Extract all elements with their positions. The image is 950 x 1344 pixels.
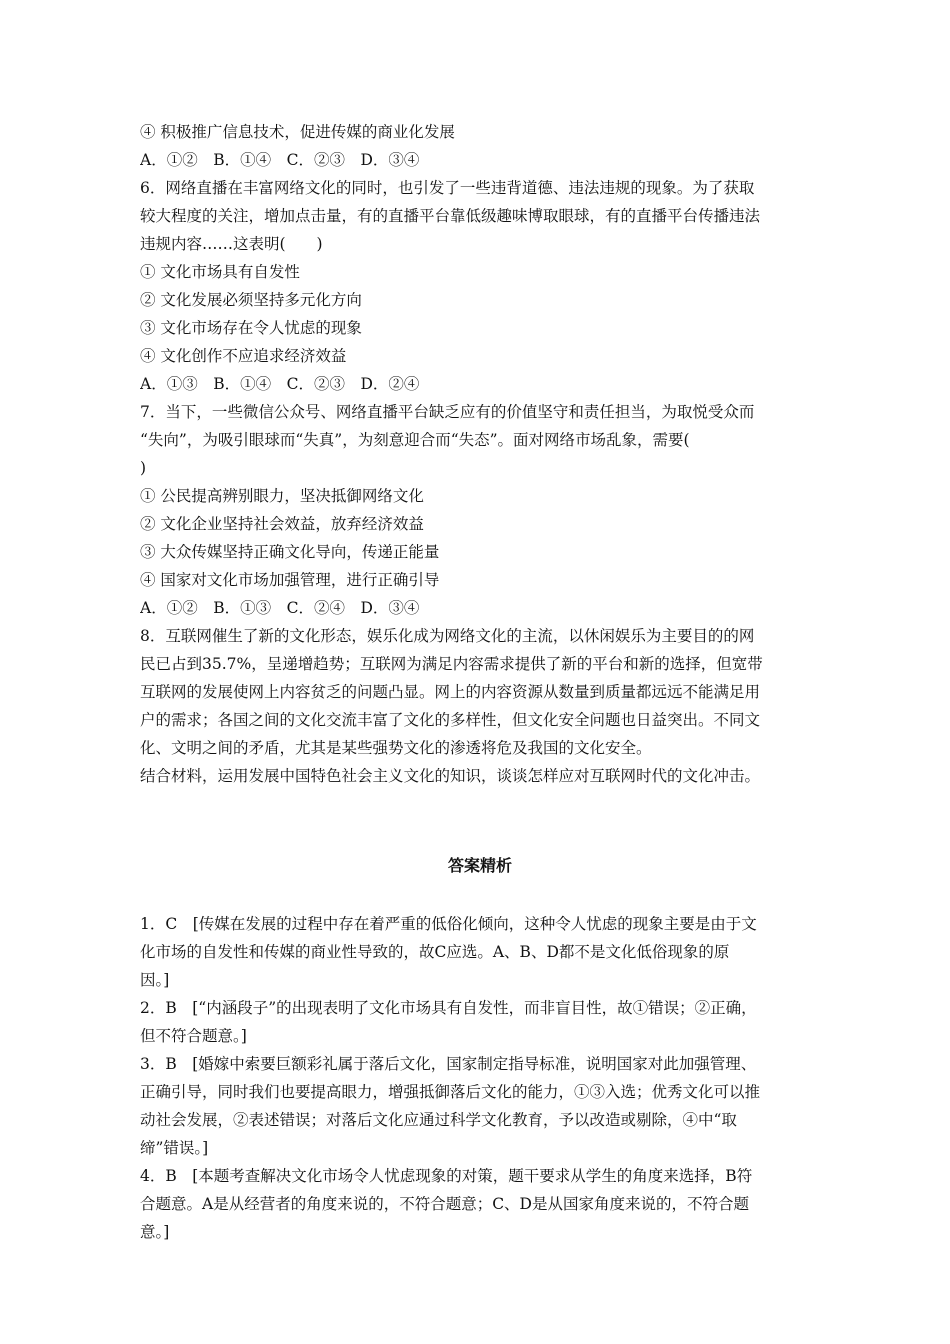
document-page (140, 118, 820, 1246)
q8-stem-line: 民已占到35.7%，呈递增趋势；互联网为满足内容需求提供了新的平台和新的选择，但宽带 (140, 655, 763, 673)
q6-option-1: ① 文化市场具有自发性 (140, 263, 300, 281)
q7-option-2: ② 文化企业坚持社会效益，放弃经济效益 (140, 515, 424, 533)
answer-line: 但不符合题意。] (140, 1027, 247, 1045)
q8-stem-line: 化、文明之间的矛盾，尤其是某些强势文化的渗透将危及我国的文化安全。 (140, 739, 652, 757)
question-8 (140, 622, 820, 790)
answer-line: 3．B [婚嫁中索要巨额彩礼属于落后文化，国家制定指导标准，说明国家对此加强管理、 (140, 1055, 757, 1073)
answer-3 (140, 1050, 820, 1162)
answer-line: 因。] (140, 971, 170, 989)
answers-heading: 答案精析 (447, 856, 512, 875)
answer-4 (140, 1162, 820, 1246)
q8-stem-line: 8．互联网催生了新的文化形态，娱乐化成为网络文化的主流，以休闲娱乐为主要目的的网 (140, 627, 755, 645)
answer-line: 动社会发展，②表述错误；对落后文化应通过科学文化教育，予以改造或剔除，④中“取 (140, 1111, 737, 1129)
q6-option-2: ② 文化发展必须坚持多元化方向 (140, 291, 362, 309)
answer-line: 合题意。A是从经营者的角度来说的，不符合题意；C、D是从国家角度来说的，不符合题 (140, 1195, 749, 1213)
q7-stem-line: “失向”，为吸引眼球而“失真”，为刻意迎合而“失态”。面对网络市场乱象，需要( (140, 431, 690, 449)
answer-line: 4．B [本题考查解决文化市场令人忧虑现象的对策，题干要求从学生的角度来选择，B符 (140, 1167, 753, 1185)
q7-option-1: ① 公民提高辨别眼力，坚决抵御网络文化 (140, 487, 424, 505)
question-6 (140, 174, 820, 398)
question-5-tail (140, 118, 820, 174)
q6-stem-line: 较大程度的关注，增加点击量，有的直播平台靠低级趣味博取眼球，有的直播平台传播违法 (140, 207, 761, 225)
answer-2 (140, 994, 820, 1050)
q6-option-3: ③ 文化市场存在令人忧虑的现象 (140, 319, 362, 337)
q5-option-4: ④ 积极推广信息技术，促进传媒的商业化发展 (140, 123, 455, 141)
q8-stem-line: 互联网的发展使网上内容贫乏的问题凸显。网上的内容资源从数量到质量都远远不能满足用 (140, 683, 761, 701)
q5-choices: A．①② B．①④ C．②③ D．③④ (140, 151, 420, 169)
answer-line: 正确引导，同时我们也要提高眼力，增强抵御落后文化的能力，①③入选；优秀文化可以推 (140, 1083, 761, 1101)
q8-stem-line: 户的需求；各国之间的文化交流丰富了文化的多样性，但文化安全问题也日益突出。不同文 (140, 711, 761, 729)
answer-line: 缔”错误。] (140, 1139, 209, 1157)
q7-choices: A．①② B．①③ C．②④ D．③④ (140, 599, 420, 617)
q6-option-4: ④ 文化创作不应追求经济效益 (140, 347, 347, 365)
answer-line: 化市场的自发性和传媒的商业性导致的，故C应选。A、B、D都不是文化低俗现象的原 (140, 943, 730, 961)
q7-option-4: ④ 国家对文化市场加强管理，进行正确引导 (140, 571, 440, 589)
answer-line: 意。] (140, 1223, 170, 1241)
q6-choices: A．①③ B．①④ C．②③ D．②④ (140, 375, 420, 393)
q7-stem-line: ) (140, 459, 147, 477)
question-7 (140, 398, 820, 622)
q6-stem-line: 6．网络直播在丰富网络文化的同时，也引发了一些违背道德、违法违规的现象。为了获取 (140, 179, 755, 197)
answer-1 (140, 910, 820, 994)
q7-option-3: ③ 大众传媒坚持正确文化导向，传递正能量 (140, 543, 440, 561)
q8-prompt: 结合材料，运用发展中国特色社会主义文化的知识，谈谈怎样应对互联网时代的文化冲击。 (140, 767, 761, 785)
answer-line: 1．C [传媒在发展的过程中存在着严重的低俗化倾向，这种令人忧虑的现象主要是由于文 (140, 915, 757, 933)
answer-line: 2．B [“内涵段子”的出现表明了文化市场具有自发性，而非盲目性，故①错误；②正确， (140, 999, 757, 1017)
q7-stem-line: 7．当下，一些微信公众号、网络直播平台缺乏应有的价值坚守和责任担当，为取悦受众而 (140, 403, 755, 421)
q6-stem-line: 违规内容……这表明( ) (140, 235, 323, 253)
